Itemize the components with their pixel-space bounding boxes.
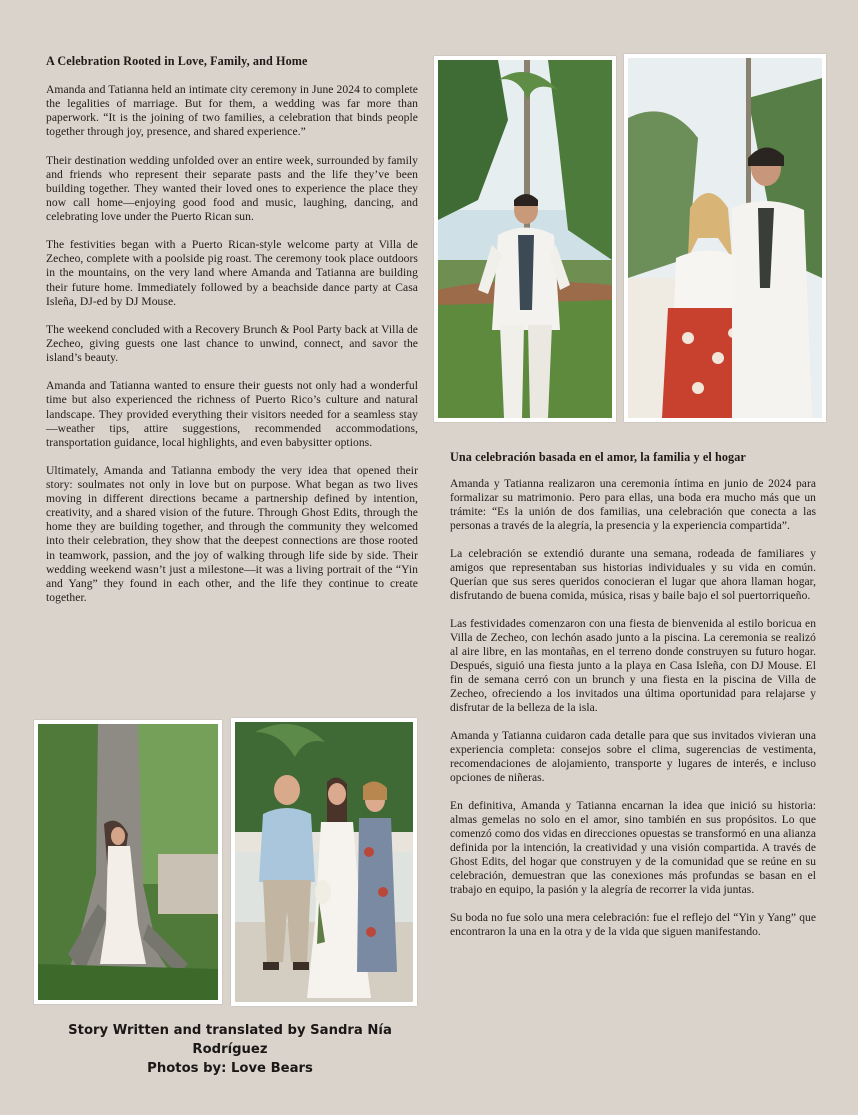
credits (36, 1021, 424, 1078)
english-paragraph-6: Ultimately, Amanda and Tatianna embody the very idea that opened their story: soulmates not only in love but on purpose. What began as two lives moving in different directions became a partnership defined by intention, creativity, and a shared vision of the future. Through Ghost Edits, through the home they are building together, and through the community they welcomed into their celebration, they show that the deepest connections are those rooted in teamwork, passion, and the joy of walking through life side by side. Their wedding weekend wasn’t just a milestone—it was a living portrait of the “Yin and Yang” they found in each other, and the life they continue to create together. (46, 464, 418, 604)
story-credit: Story Written and translated by Sandra Nía Rodríguez (68, 1023, 392, 1057)
photo-bride-family (231, 718, 417, 1006)
photo-white-suit-image (438, 60, 612, 418)
photo-bride-family-image (235, 722, 413, 1002)
spanish-paragraph-1: Amanda y Tatianna realizaron una ceremonia íntima en junio de 2024 para formalizar su matrimonio. Pero para ellas, una boda era mucho más que un trámite: “Es la unión de dos familias, una celebración que conecta a las personas a través de la alegría, la presencia y la experiencia compartida”. (450, 478, 816, 532)
spanish-article (450, 450, 816, 953)
spanish-heading: Una celebración basada en el amor, la familia y el hogar (450, 450, 746, 464)
photo-bride-tree (34, 720, 222, 1004)
photo-couple-image (628, 58, 822, 418)
english-heading: A Celebration Rooted in Love, Family, and Home (46, 54, 308, 68)
photo-bride-tree-image (38, 724, 218, 1000)
english-paragraph-1: Amanda and Tatianna held an intimate city ceremony in June 2024 to complete the legalities of marriage. But for them, a wedding was far more than paperwork. “It is the joining of two families, a celebration that binds people together through joy, presence, and shared experience.” (46, 83, 418, 139)
photo-couple-palms (624, 54, 826, 422)
english-paragraph-4: The weekend concluded with a Recovery Brunch & Pool Party back at Villa de Zecheo, giving guests one last chance to unwind, connect, and savor the island’s beauty. (46, 322, 418, 365)
photo-white-suit-garden (434, 56, 616, 422)
english-paragraph-3: The festivities began with a Puerto Rican-style welcome party at Villa de Zecheo, complete with a poolside pig roast. The ceremony took place outdoors in the mountains, on the very land where Amanda and Tatianna are building their future home. Immediately followed by a beachside dance party at Casa Isleña, DJ-ed by DJ Mouse. (46, 238, 418, 308)
photo-credit: Photos by: Love Bears (147, 1061, 313, 1076)
spanish-paragraph-2: La celebración se extendió durante una semana, rodeada de familiares y amigos que representaban sus historias individuales y su vida en común. Querían que sus seres queridos conocieran el lugar que ahora llaman hogar, disfrutando de buena comida, música, risas y baile bajo el sol puertorriqueño. (450, 548, 816, 602)
english-paragraph-2: Their destination wedding unfolded over an entire week, surrounded by family and friends who represent their separate pasts and the life they’ve been building together. They wanted their loved ones to experience the place they now call home—enjoying good food and music, laughing, dancing, and celebrating love under the Puerto Rican sun. (46, 153, 418, 223)
english-paragraph-5: Amanda and Tatianna wanted to ensure their guests not only had a wonderful time but also experienced the richness of Puerto Rico’s culture and natural landscape. They provided everything their visitors needed for a seamless stay—weather tips, attire suggestions, recommended accommodations, transportation guidance, local highlights, and even babysitter options. (46, 379, 418, 449)
spanish-paragraph-5: En definitiva, Amanda y Tatianna encarnan la idea que inició su historia: almas gemelas no solo en el amor, sino también en sus propósitos. Lo que comenzó como dos vidas en direcciones opuestas se transformó en una alianza definida por la intención, la creatividad y una visión compartida. A través de Ghost Edits, del hogar que construyen y de la comunidad que se reúne en su celebración, demuestran que las conexiones más profundas se basan en el trabajo en equipo, la pasión y la alegría de recorrer la vida juntas. (450, 800, 816, 896)
spanish-paragraph-3: Las festividades comenzaron con una fiesta de bienvenida al estilo boricua en Villa de Zecheo, con lechón asado junto a la piscina. La ceremonia se realizó al aire libre, en las montañas, en el terreno donde construyen su futuro hogar. Después, siguió una fiesta junto a la playa en Casa Isleña, con DJ Mouse. El fin de semana cerró con un brunch y una fiesta en la piscina de Villa de Zecheo, ofreciendo a los invitados una última oportunidad para relajarse y disfrutar de la belleza de la isla. (450, 618, 816, 714)
spanish-paragraph-6: Su boda no fue solo una mera celebración: fue el reflejo del “Yin y Yang” que encontraron la una en la otra y de la vida que siguen manifestando. (450, 912, 816, 938)
spanish-paragraph-4: Amanda y Tatianna cuidaron cada detalle para que sus invitados vivieran una experiencia completa: consejos sobre el clima, sugerencias de vestimenta, recomendaciones de alojamiento, transporte y lugares de interés, e incluso opciones de niñeras. (450, 730, 816, 784)
english-article (46, 54, 418, 619)
